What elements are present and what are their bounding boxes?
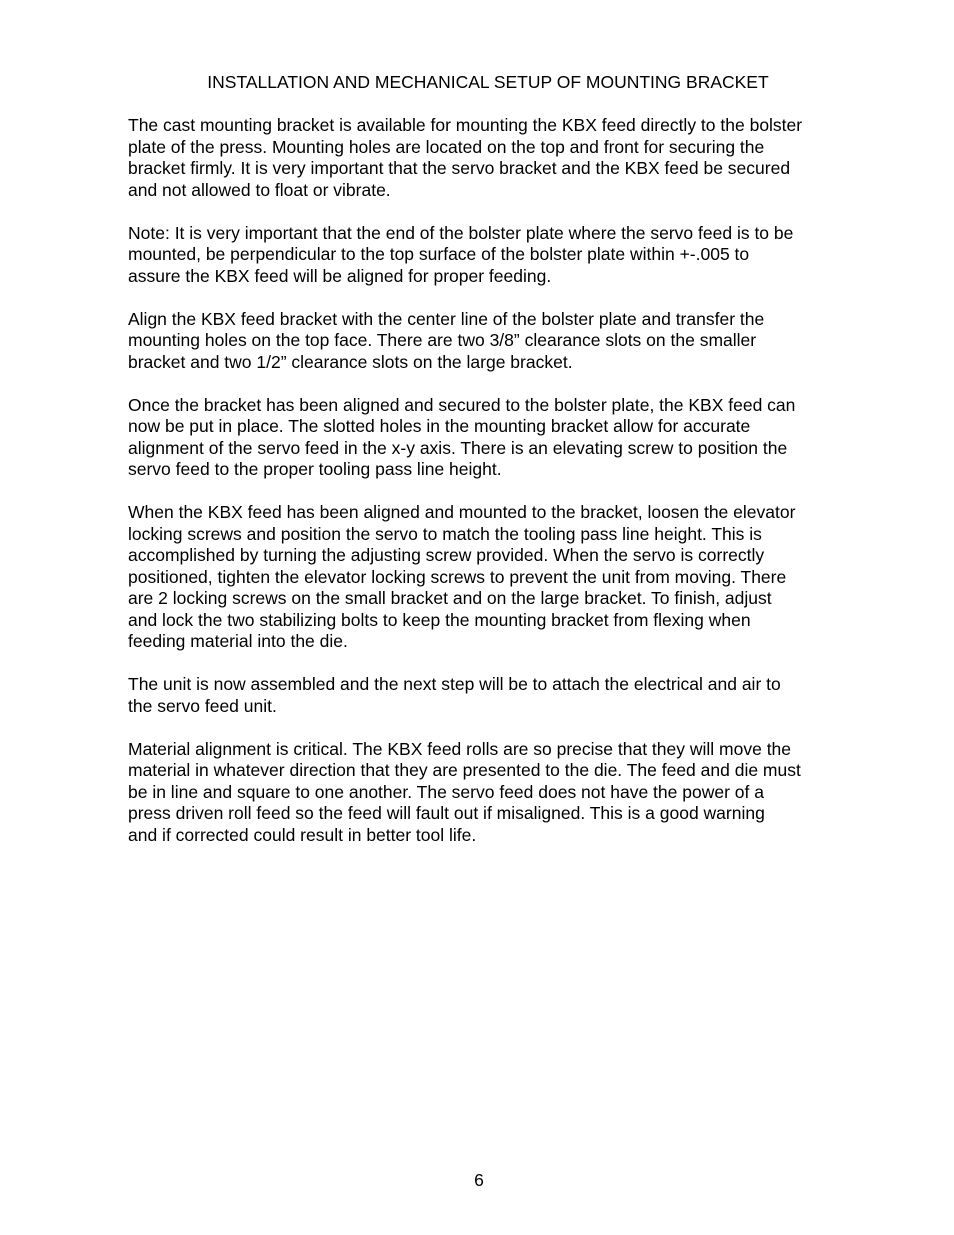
paragraph-note-perpendicular: Note: It is very important that the end of the bolster plate where the servo feed is to be mounted, be perpendicular to the top surface of the bolster plate within +-.005 to assure the KBX feed will be aligned for proper feeding. [128,222,794,286]
paragraph-align-bracket: Align the KBX feed bracket with the center line of the bolster plate and transfer the mounting holes on the top face. There are two 3/8” clearance slots on the smaller bracket and two 1/2” clearance slots on the large bracket. [128,308,765,372]
paragraph-place-feed: Once the bracket has been aligned and secured to the bolster plate, the KBX feed can now be put in place. The slotted holes in the mounting bracket allow for accurate alignment of the servo feed in the x-y axis. There is an elevating screw to position the servo feed to the proper tooling pass line height. [128,394,796,479]
paragraph-bracket-overview: The cast mounting bracket is available for mounting the KBX feed directly to the bolster plate of the press. Mounting holes are located on the top and front for securing the bracket firmly. It is very important that the servo bracket and the KBX feed be secured and not allowed to float or vibrate. [128,115,803,200]
body-text [128,115,858,868]
section-heading: INSTALLATION AND MECHANICAL SETUP OF MOUNTING BRACKET [207,72,769,92]
paragraph-assembled: The unit is now assembled and the next step will be to attach the electrical and air to the servo feed unit. [128,674,781,716]
paragraph-material-alignment: Material alignment is critical. The KBX feed rolls are so precise that they will move the material in whatever direction that they are presented to the die. The feed and die must be in line and square to one another. The servo feed does not have the power of a press driven roll feed so the feed will fault out if misaligned. This is a good warning and if corrected could result in better tool life. [128,738,801,845]
page-number: 6 [474,1170,484,1190]
paragraph-elevator-adjust: When the KBX feed has been aligned and mounted to the bracket, loosen the elevator locking screws and position the servo to match the tooling pass line height. This is accomplished by turning the adjusting screw provided. When the servo is correctly positioned, tighten the elevator locking screws to prevent the unit from moving. There are 2 locking screws on the small bracket and on the large bracket. To finish, adjust and lock the two stabilizing bolts to keep the mounting bracket from flexing when feeding material into the die. [128,502,796,651]
